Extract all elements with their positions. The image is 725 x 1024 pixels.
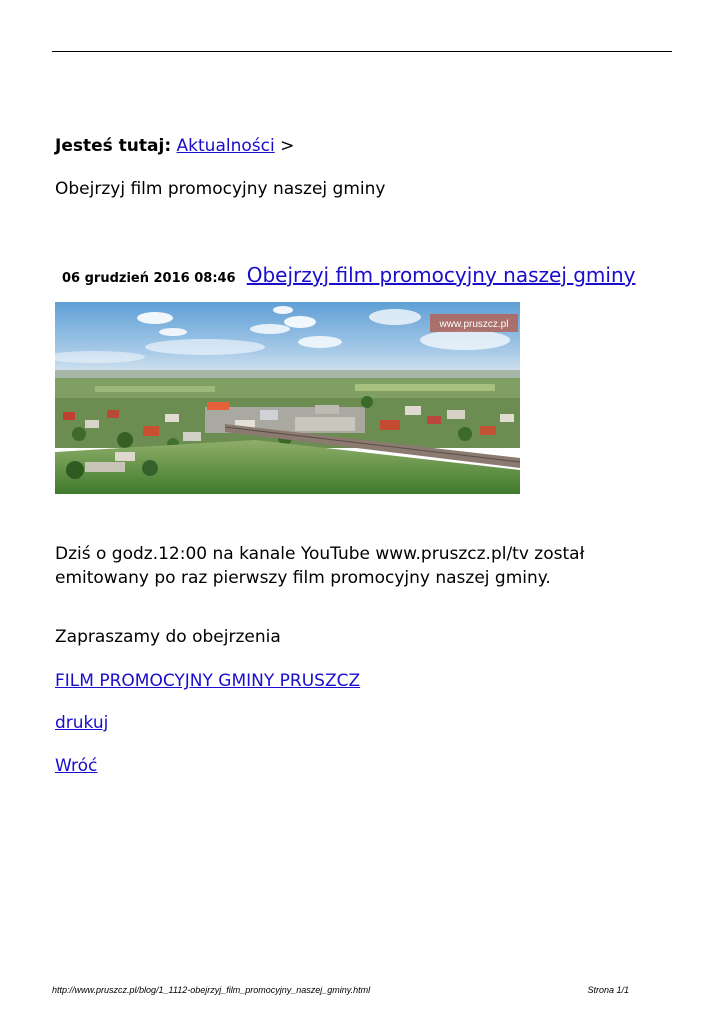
- invite-text: Zapraszamy do obejrzenia: [55, 627, 281, 647]
- film-link-line: [55, 670, 360, 692]
- film-link[interactable]: FILM PROMOCYJNY GMINY PRUSZCZ: [55, 671, 361, 691]
- breadcrumb: [55, 135, 294, 157]
- article-title-link[interactable]: Obejrzyj film promocyjny naszej gminy: [246, 263, 636, 287]
- print-link[interactable]: drukuj: [55, 713, 109, 733]
- photo-foreground-field: [55, 440, 520, 494]
- article-photo: [55, 302, 520, 494]
- breadcrumb-link-aktualnosci[interactable]: Aktualności: [176, 136, 275, 156]
- footer-url: http://www.pruszcz.pl/blog/1_1112-obejrzyj_film_promocyjny_naszej_gminy.html: [52, 985, 371, 995]
- page-title: Obejrzyj film promocyjny naszej gminy: [55, 179, 386, 199]
- photo-horizon: [55, 370, 520, 402]
- footer-page-number: Strona 1/1: [587, 985, 629, 995]
- photo-town: [55, 396, 520, 450]
- photo-watermark-text: www.pruszcz.pl: [439, 319, 509, 330]
- back-link-line: [55, 755, 97, 777]
- photo-sky: [55, 302, 520, 374]
- article-header: [62, 262, 635, 292]
- article-body: Dziś o godz.12:00 na kanale YouTube www.pruszcz.pl/tv został emitowany po raz pierwszy film promocyjny naszej gminy.: [55, 544, 585, 588]
- breadcrumb-label: Jesteś tutaj:: [55, 136, 172, 156]
- breadcrumb-separator: >: [280, 136, 295, 156]
- back-link[interactable]: Wróć: [55, 756, 98, 776]
- print-link-line: [55, 712, 108, 734]
- photo-watermark: [430, 314, 518, 332]
- top-rule: [52, 51, 672, 52]
- article-date: 06 grudzień 2016 08:46: [62, 271, 236, 286]
